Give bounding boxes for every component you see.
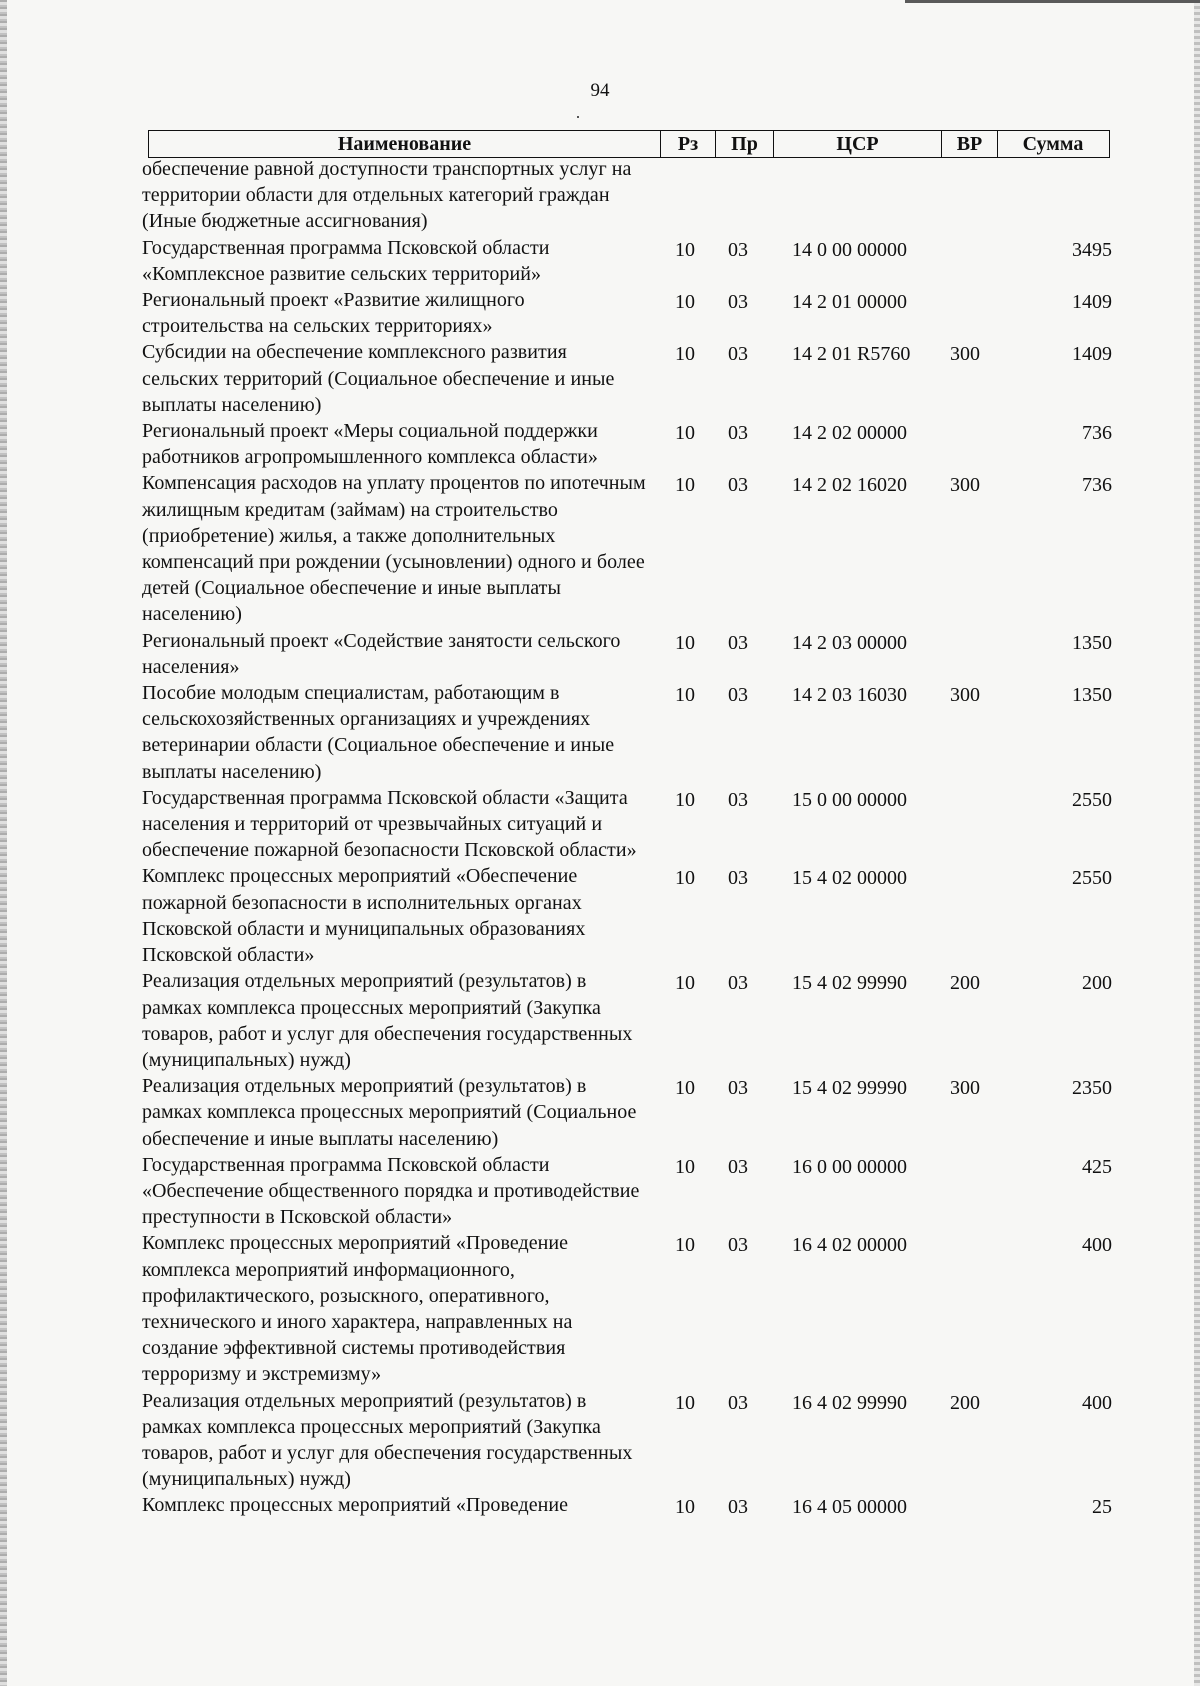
row-name: Реализация отдельных мероприятий (результатов) в рамках комплекса процессных мероприятий (Закупка товаров, работ и услуг для обеспечения государственных (муниципальных) нужд) <box>142 970 633 1071</box>
row-pr: 03 <box>728 474 748 497</box>
page-number: 94 <box>590 80 610 101</box>
row-pr: 03 <box>728 788 748 811</box>
row-vr: 200 <box>950 1391 980 1414</box>
row-vr: 300 <box>950 1077 980 1100</box>
row-sum: 1409 <box>1072 343 1112 366</box>
row-rz: 10 <box>675 1155 695 1178</box>
row-sum: 2550 <box>1072 867 1112 890</box>
header-sum: Сумма <box>1022 133 1084 155</box>
row-rz: 10 <box>675 1077 695 1100</box>
row-pr: 03 <box>728 1496 748 1519</box>
row-pr: 03 <box>728 972 748 995</box>
row-sum: 3495 <box>1072 238 1112 261</box>
header-rz: Рз <box>661 131 716 157</box>
row-pr: 03 <box>728 1391 748 1414</box>
table-row <box>142 235 1112 287</box>
row-rz: 10 <box>675 238 695 261</box>
scan-edge-left <box>0 0 7 1686</box>
row-name: Комплекс процессных мероприятий «Проведение <box>142 1494 569 1517</box>
row-rz: 10 <box>675 788 695 811</box>
row-sum: 1409 <box>1072 291 1112 314</box>
row-name: Региональный проект «Развитие жилищного строительства на сельских территориях» <box>142 289 525 338</box>
table-row <box>142 968 1112 1073</box>
row-csr: 16 4 02 00000 <box>792 1234 907 1257</box>
row-name: обеспечение равной доступности транспортных услуг на территории области для отдельных категорий граждан (Иные бюджетные ассигнования) <box>142 158 632 233</box>
row-rz: 10 <box>675 422 695 445</box>
row-csr: 14 2 02 16020 <box>792 474 907 497</box>
row-rz: 10 <box>675 867 695 890</box>
row-sum: 1350 <box>1072 684 1112 707</box>
table-row <box>142 470 1112 627</box>
row-csr: 14 2 01 00000 <box>792 291 907 314</box>
row-name: Комплекс процессных мероприятий «Проведение комплекса мероприятий информационного, профилактического, розыскного, оперативного, технического и иного характера, направленных на создание эффективной системы противодействия терроризму и экстремизму» <box>142 1232 573 1386</box>
row-csr: 16 4 05 00000 <box>792 1496 907 1519</box>
row-vr: 200 <box>950 972 980 995</box>
row-csr: 15 4 02 99990 <box>792 1077 907 1100</box>
row-rz: 10 <box>675 972 695 995</box>
table-row <box>142 339 1112 418</box>
row-sum: 2350 <box>1072 1077 1112 1100</box>
row-rz: 10 <box>675 1391 695 1414</box>
row-rz: 10 <box>675 684 695 707</box>
row-pr: 03 <box>728 631 748 654</box>
table-row <box>142 156 1112 235</box>
row-csr: 14 2 03 00000 <box>792 631 907 654</box>
row-csr: 15 0 00 00000 <box>792 788 907 811</box>
row-name: Государственная программа Псковской области «Защита населения и территорий от чрезвычайных ситуаций и обеспечение пожарной безопасности Псковской области» <box>142 786 637 862</box>
table-row <box>142 680 1112 785</box>
row-vr: 300 <box>950 684 980 707</box>
row-pr: 03 <box>728 343 748 366</box>
row-pr: 03 <box>728 238 748 261</box>
table-row <box>142 1073 1112 1152</box>
row-sum: 736 <box>1082 474 1112 497</box>
row-name: Субсидии на обеспечение комплексного развития сельских территорий (Социальное обеспечение и иные выплаты населению) <box>142 341 615 416</box>
row-rz: 10 <box>675 631 695 654</box>
row-csr: 14 2 03 16030 <box>792 684 907 707</box>
table-row <box>142 1230 1112 1387</box>
row-rz: 10 <box>675 343 695 366</box>
header-name: Наименование <box>149 131 661 157</box>
row-rz: 10 <box>675 474 695 497</box>
row-csr: 15 4 02 00000 <box>792 867 907 890</box>
row-pr: 03 <box>728 422 748 445</box>
header-vr: ВР <box>942 131 998 157</box>
row-pr: 03 <box>728 1077 748 1100</box>
scan-edge-right <box>1194 0 1200 1686</box>
row-sum: 200 <box>1082 972 1112 995</box>
row-vr: 300 <box>950 343 980 366</box>
row-name: Государственная программа Псковской области «Обеспечение общественного порядка и противодействие преступности в Псковской области» <box>142 1153 640 1229</box>
table-header <box>148 130 1110 158</box>
row-name: Реализация отдельных мероприятий (результатов) в рамках комплекса процессных мероприятий (Закупка товаров, работ и услуг для обеспечения государственных (муниципальных) нужд) <box>142 1389 633 1491</box>
row-name: Региональный проект «Содействие занятости сельского населения» <box>142 629 621 678</box>
row-sum: 425 <box>1082 1155 1112 1178</box>
header-csr: ЦСР <box>774 131 942 157</box>
row-name: Государственная программа Псковской области «Комплексное развитие сельских территорий» <box>142 236 550 285</box>
table-row <box>142 785 1112 864</box>
table-row <box>142 287 1112 339</box>
row-pr: 03 <box>728 291 748 314</box>
table-row <box>142 1492 1112 1518</box>
row-name: Реализация отдельных мероприятий (результатов) в рамках комплекса процессных мероприятий (Социальное обеспечение и иные выплаты населению) <box>142 1075 637 1150</box>
row-sum: 2550 <box>1072 788 1112 811</box>
scan-speck <box>577 116 579 118</box>
table-row <box>142 628 1112 680</box>
row-name: Комплекс процессных мероприятий «Обеспечение пожарной безопасности в исполнительных органах Псковской области и муниципальных образованиях Псковской области» <box>142 865 586 967</box>
header-pr: Пр <box>716 131 774 157</box>
row-sum: 1350 <box>1072 631 1112 654</box>
row-csr: 16 4 02 99990 <box>792 1391 907 1414</box>
row-sum: 400 <box>1082 1391 1112 1414</box>
row-pr: 03 <box>728 867 748 890</box>
table-row <box>142 1152 1112 1231</box>
table-row <box>142 418 1112 470</box>
row-rz: 10 <box>675 291 695 314</box>
row-csr: 14 0 00 00000 <box>792 238 907 261</box>
row-name: Региональный проект «Меры социальной поддержки работников агропромышленного комплекса области» <box>142 420 598 469</box>
row-vr: 300 <box>950 474 980 497</box>
row-sum: 25 <box>1092 1496 1112 1519</box>
table-row <box>142 1388 1112 1493</box>
row-csr: 16 0 00 00000 <box>792 1155 907 1178</box>
row-sum: 736 <box>1082 422 1112 445</box>
row-name: Пособие молодым специалистам, работающим в сельскохозяйственных организациях и учреждениях ветеринарии области (Социальное обеспечение и иные выплаты населению) <box>142 682 615 783</box>
row-pr: 03 <box>728 1234 748 1257</box>
row-sum: 400 <box>1082 1234 1112 1257</box>
scan-edge-top <box>905 0 1200 3</box>
table-body <box>142 156 1112 1519</box>
row-rz: 10 <box>675 1496 695 1519</box>
row-csr: 15 4 02 99990 <box>792 972 907 995</box>
row-csr: 14 2 02 00000 <box>792 422 907 445</box>
row-pr: 03 <box>728 684 748 707</box>
row-rz: 10 <box>675 1234 695 1257</box>
row-pr: 03 <box>728 1155 748 1178</box>
row-csr: 14 2 01 R5760 <box>792 343 911 366</box>
table-row <box>142 863 1112 968</box>
row-name: Компенсация расходов на уплату процентов по ипотечным жилищным кредитам (займам) на строительство (приобретение) жилья, а также дополнительных компенсаций при рождении (усыновлении) одного и более детей (Социальное обеспечение и иные выплаты населению) <box>142 472 646 626</box>
